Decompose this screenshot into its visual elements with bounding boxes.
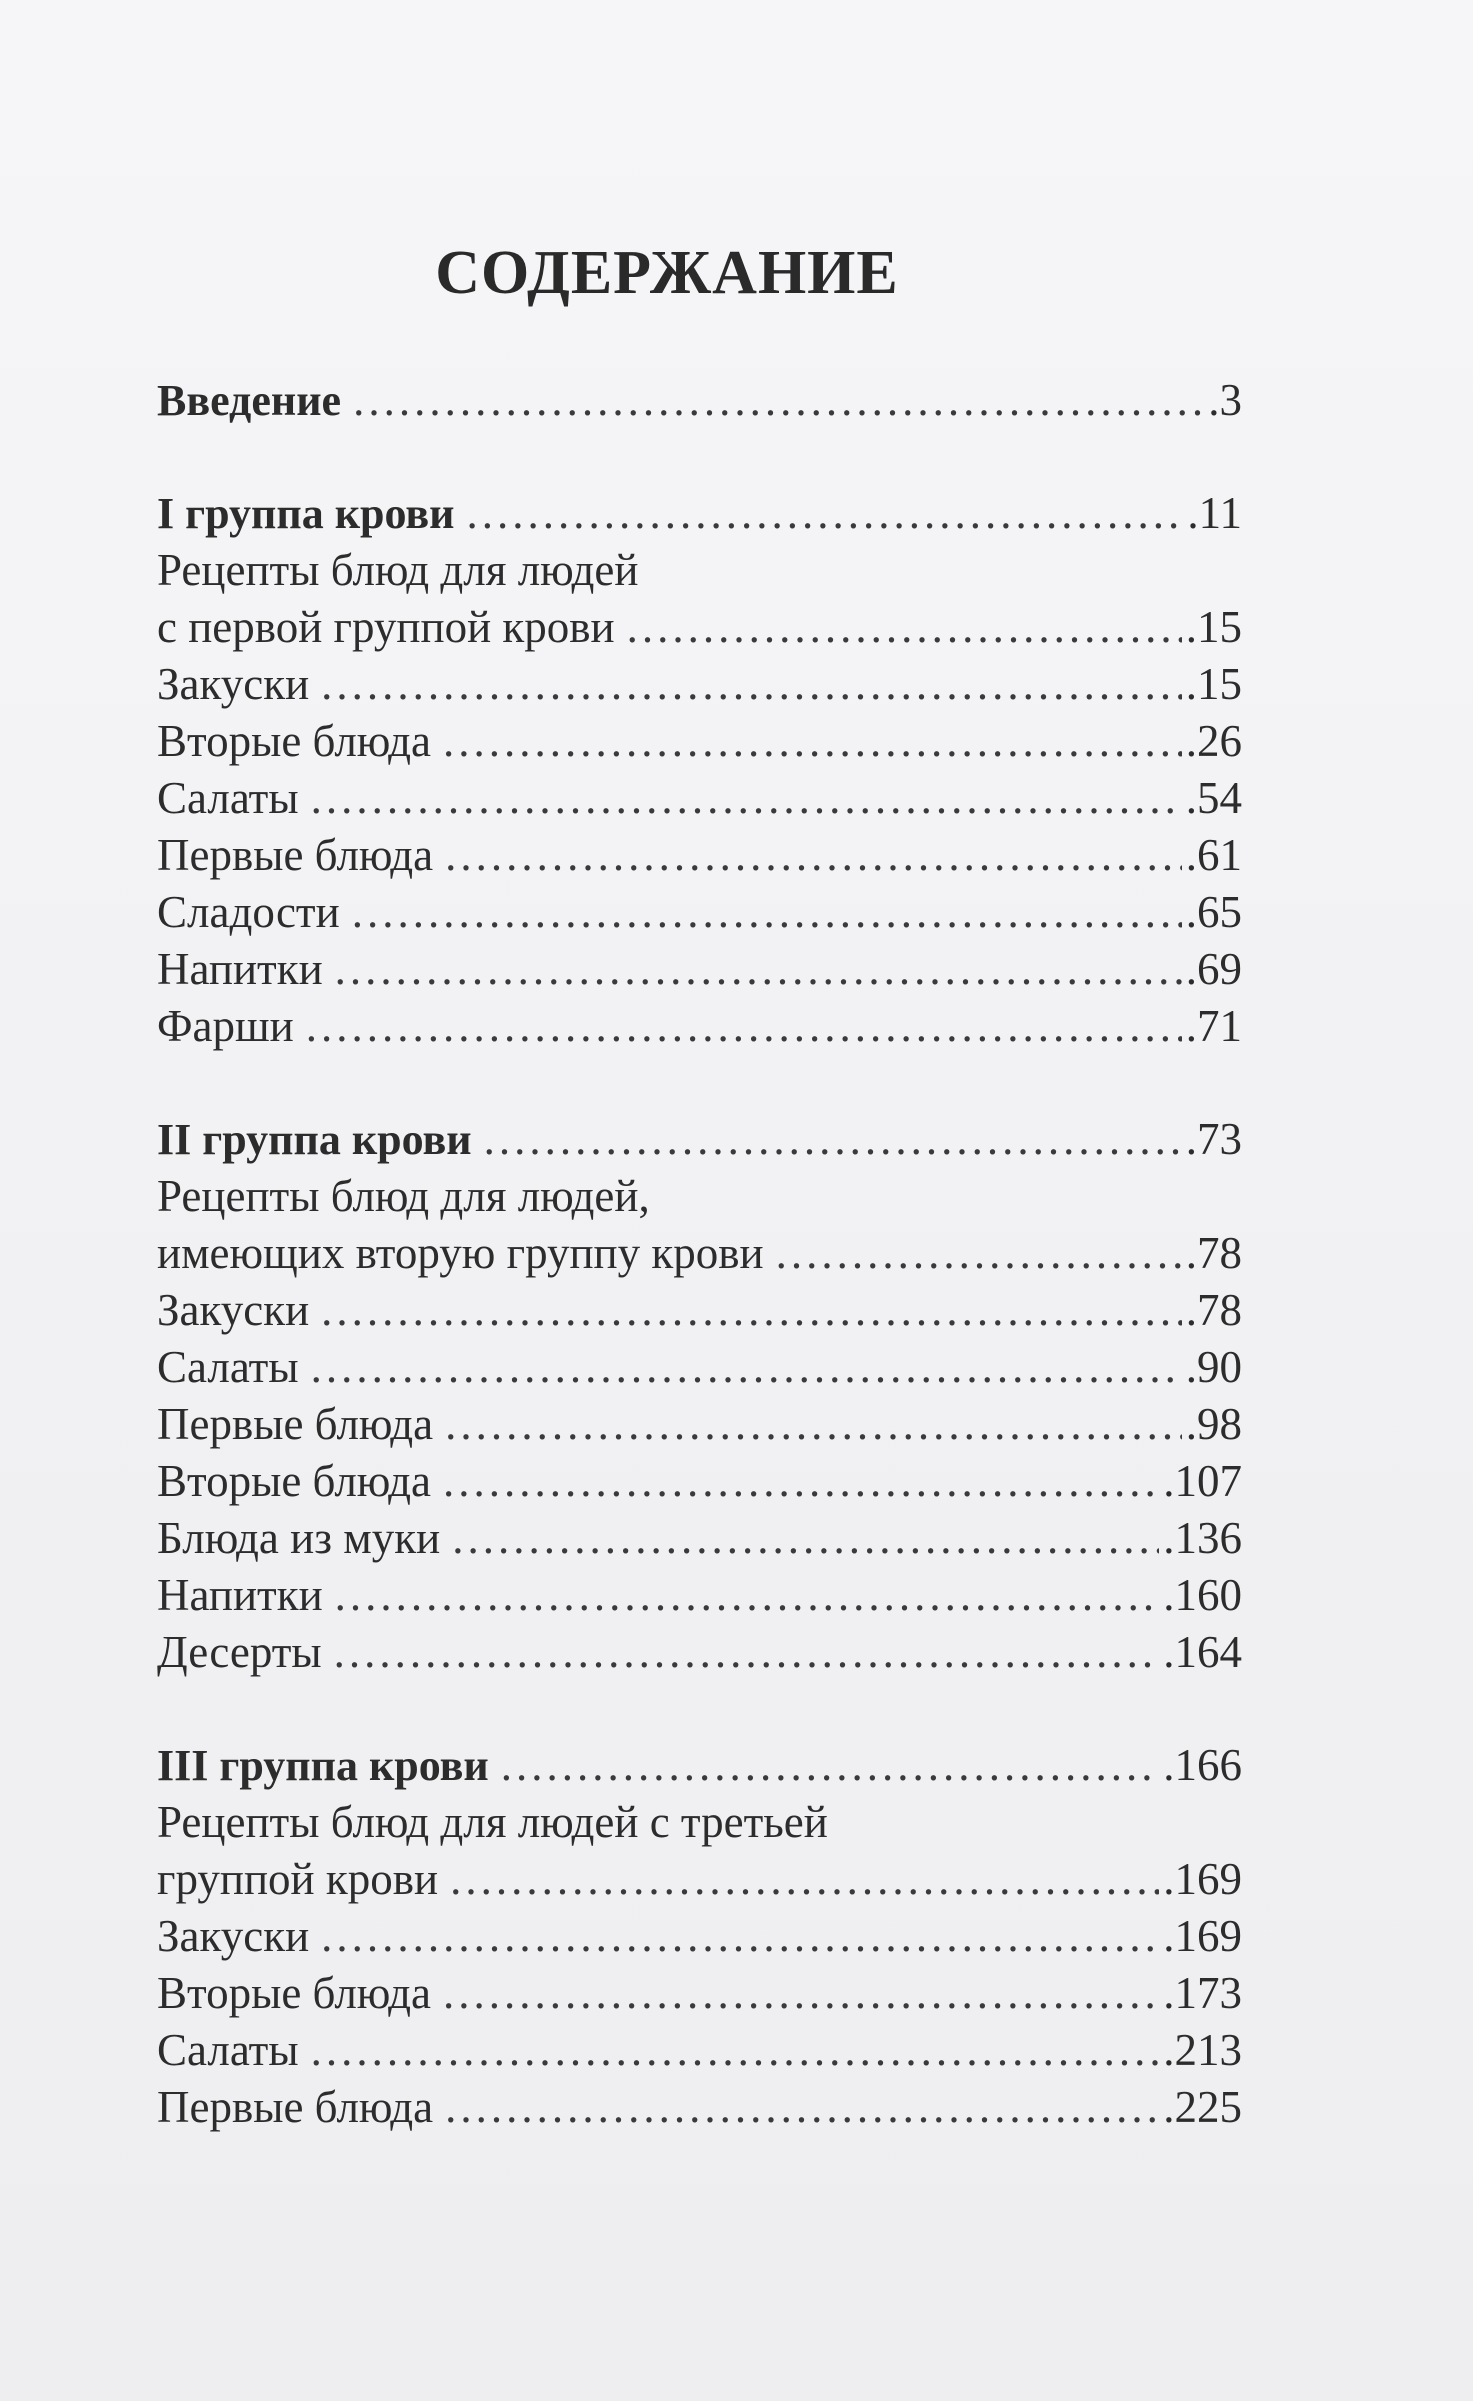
toc-entry-label: Фарши xyxy=(157,1001,294,1051)
toc-entry xyxy=(157,1510,1242,1567)
dot-leader xyxy=(335,1567,1160,1624)
toc-page-number: .169 xyxy=(1163,1854,1242,1904)
toc-entry xyxy=(157,770,1242,827)
toc-entry-label: Рецепты блюд для людей, xyxy=(157,1171,650,1221)
toc-entry-label: Рецепты блюд для людей xyxy=(157,545,639,595)
toc-page-number: .61 xyxy=(1185,830,1242,880)
toc-page-number: .54 xyxy=(1185,773,1242,823)
toc-entry xyxy=(157,941,1242,998)
dot-leader xyxy=(452,1510,1159,1567)
toc-section-heading xyxy=(157,372,1242,429)
toc-entry-label: Введение xyxy=(157,376,342,425)
dot-leader xyxy=(484,1111,1182,1168)
toc-entry xyxy=(157,1908,1242,1965)
dot-leader xyxy=(443,1965,1159,2022)
toc-entry-label: Закуски xyxy=(157,1911,310,1961)
toc-entry xyxy=(157,1225,1242,1282)
toc-entry-label: Сладости xyxy=(157,887,340,937)
toc-page-number: .78 xyxy=(1185,1285,1242,1335)
toc-entry xyxy=(157,599,1242,656)
toc-page-number: .65 xyxy=(1185,887,1242,937)
toc-entry xyxy=(157,1168,1242,1225)
toc-entry xyxy=(157,1396,1242,1453)
toc-entry xyxy=(157,827,1242,884)
toc-page-number: .90 xyxy=(1185,1342,1242,1392)
toc-entry xyxy=(157,1624,1242,1681)
toc-entry-label: Вторые блюда xyxy=(157,1456,431,1506)
toc-page-number: .3 xyxy=(1208,375,1242,425)
toc-page-number: .69 xyxy=(1185,944,1242,994)
toc-page-number: .173 xyxy=(1163,1968,1242,2018)
toc-page-number: .169 xyxy=(1163,1911,1242,1961)
toc-entry-label: Закуски xyxy=(157,659,310,709)
toc-page-number: .166 xyxy=(1163,1740,1242,1790)
toc-page-number: .26 xyxy=(1185,716,1242,766)
dot-leader xyxy=(443,713,1182,770)
toc-section-heading xyxy=(157,485,1242,542)
toc-entry-label: Рецепты блюд для людей с третьей xyxy=(157,1797,828,1847)
toc-page-number: .225 xyxy=(1163,2082,1242,2132)
dot-leader xyxy=(445,1396,1182,1453)
dot-leader xyxy=(501,1737,1159,1794)
section-gap xyxy=(157,429,1242,485)
table-of-contents xyxy=(157,372,1242,2136)
section-gap xyxy=(157,1681,1242,1737)
toc-entry xyxy=(157,1339,1242,1396)
toc-entry-label: группой крови xyxy=(157,1854,439,1904)
toc-entry xyxy=(157,1282,1242,1339)
toc-entry-label: с первой группой крови xyxy=(157,602,615,652)
page-title: СОДЕРЖАНИЕ xyxy=(435,239,899,307)
dot-leader xyxy=(353,372,1204,429)
dot-leader xyxy=(334,1624,1160,1681)
dot-leader xyxy=(467,485,1184,542)
dot-leader xyxy=(306,998,1182,1055)
dot-leader xyxy=(321,656,1182,713)
toc-page-number: .98 xyxy=(1185,1399,1242,1449)
toc-entry-label: I группа крови xyxy=(157,489,455,538)
toc-page-number: .160 xyxy=(1163,1570,1242,1620)
toc-entry-label: Вторые блюда xyxy=(157,716,431,766)
dot-leader xyxy=(776,1225,1182,1282)
toc-entry-label: Первые блюда xyxy=(157,2082,434,2132)
toc-entry-label: Салаты xyxy=(157,2025,299,2075)
section-gap xyxy=(157,1055,1242,1111)
toc-page-number: .73 xyxy=(1185,1114,1242,1164)
toc-entry-label: Закуски xyxy=(157,1285,310,1335)
toc-entry-label: Вторые блюда xyxy=(157,1968,431,2018)
toc-entry xyxy=(157,713,1242,770)
toc-page-number: .71 xyxy=(1185,1001,1242,1051)
dot-leader xyxy=(445,2079,1159,2136)
toc-entry-label: Первые блюда xyxy=(157,830,434,880)
toc-page-number: .11 xyxy=(1187,488,1242,538)
toc-entry-label: Напитки xyxy=(157,1570,323,1620)
toc-page-number: .15 xyxy=(1185,659,1242,709)
toc-entry xyxy=(157,1851,1242,1908)
dot-leader xyxy=(321,1282,1182,1339)
dot-leader xyxy=(450,1851,1159,1908)
dot-leader xyxy=(443,1453,1159,1510)
toc-page-number: .107 xyxy=(1163,1456,1242,1506)
toc-entry xyxy=(157,542,1242,599)
dot-leader xyxy=(311,1339,1182,1396)
dot-leader xyxy=(627,599,1182,656)
toc-section-heading xyxy=(157,1111,1242,1168)
toc-entry xyxy=(157,998,1242,1055)
toc-entry xyxy=(157,656,1242,713)
dot-leader xyxy=(445,827,1182,884)
toc-entry xyxy=(157,1567,1242,1624)
toc-entry xyxy=(157,2022,1242,2079)
dot-leader xyxy=(311,770,1182,827)
toc-page-number: .164 xyxy=(1163,1627,1242,1677)
toc-entry-label: Салаты xyxy=(157,773,299,823)
toc-entry-label: II группа крови xyxy=(157,1115,472,1164)
toc-entry-label: Салаты xyxy=(157,1342,299,1392)
toc-entry-label: имеющих вторую группу крови xyxy=(157,1228,764,1278)
toc-entry xyxy=(157,1965,1242,2022)
toc-entry-label: Первые блюда xyxy=(157,1399,434,1449)
toc-entry xyxy=(157,1453,1242,1510)
dot-leader xyxy=(321,1908,1159,1965)
dot-leader xyxy=(311,2022,1160,2079)
toc-entry xyxy=(157,884,1242,941)
toc-entry xyxy=(157,1794,1242,1851)
dot-leader xyxy=(352,884,1182,941)
toc-section-heading xyxy=(157,1737,1242,1794)
toc-page-number: .15 xyxy=(1185,602,1242,652)
toc-page-number: .78 xyxy=(1185,1228,1242,1278)
toc-entry xyxy=(157,2079,1242,2136)
toc-page-number: .136 xyxy=(1163,1513,1242,1563)
toc-entry-label: III группа крови xyxy=(157,1741,489,1790)
toc-entry-label: Блюда из муки xyxy=(157,1513,441,1563)
dot-leader xyxy=(335,941,1182,998)
toc-entry-label: Напитки xyxy=(157,944,323,994)
toc-page-number: .213 xyxy=(1163,2025,1242,2075)
toc-entry-label: Десерты xyxy=(157,1627,322,1677)
